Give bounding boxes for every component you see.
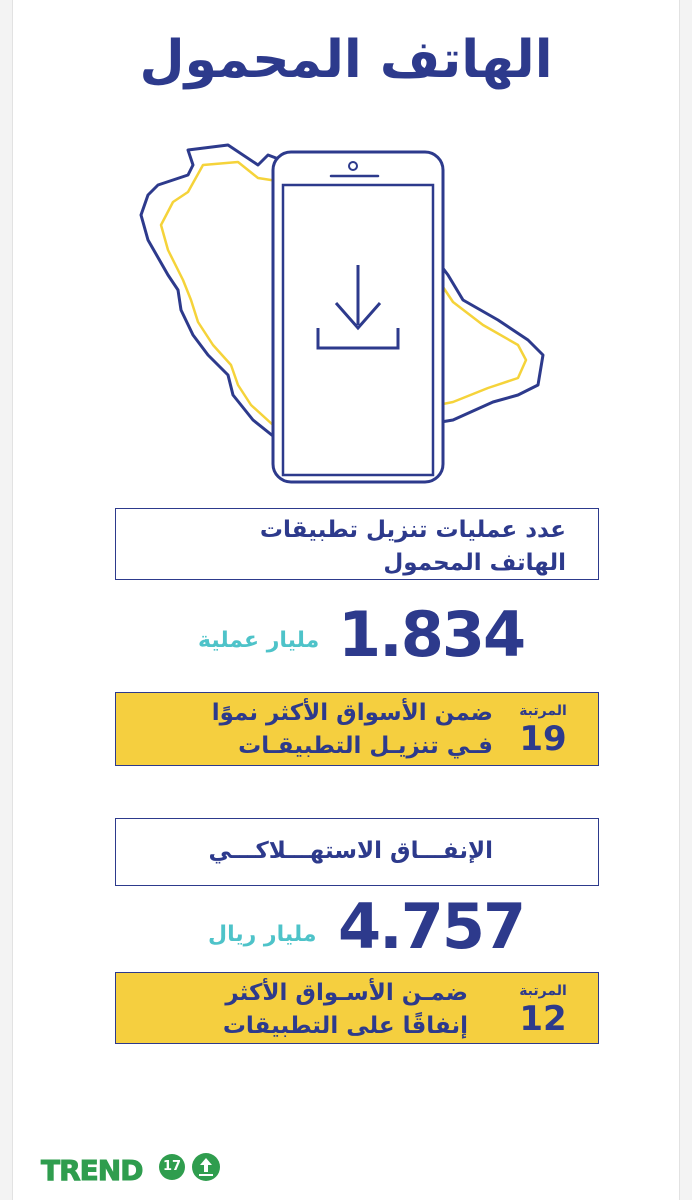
trend-logo: TREND	[41, 1154, 143, 1187]
issue-badge: 17	[159, 1154, 185, 1180]
spending-rank-label: المرتبة	[519, 983, 567, 999]
spending-label-text: الإنفـــاق الاستهـــلاكـــي	[208, 838, 493, 864]
downloads-rank-label: المرتبة	[519, 703, 567, 719]
downloads-rank-text: ضمن الأسواق الأكثر نموًا فـي تنزيـل التطبيقـات	[211, 700, 493, 759]
spending-value: 4.757	[338, 890, 525, 963]
downloads-rank-value: 19	[519, 719, 567, 759]
map-phone-illustration	[133, 140, 563, 490]
downloads-label-text: عدد عمليات تنزيل تطبيقات الهاتف المحمول	[259, 517, 566, 576]
spending-unit: مليار ريال	[208, 922, 317, 947]
page-title: الهاتف المحمول	[139, 30, 553, 90]
infographic-card	[12, 0, 680, 1200]
spending-rank-value: 12	[519, 999, 567, 1039]
downloads-label-box	[115, 508, 599, 580]
spending-rank-box	[115, 972, 599, 1044]
downloads-unit: مليار عملية	[198, 628, 320, 653]
logo-mark-icon	[191, 1152, 221, 1182]
spending-label-box	[115, 818, 599, 886]
spending-rank-text: ضمـن الأسـواق الأكثر إنفاقًا على التطبيقات	[222, 980, 468, 1039]
downloads-rank-box	[115, 692, 599, 766]
downloads-value: 1.834	[338, 598, 525, 671]
